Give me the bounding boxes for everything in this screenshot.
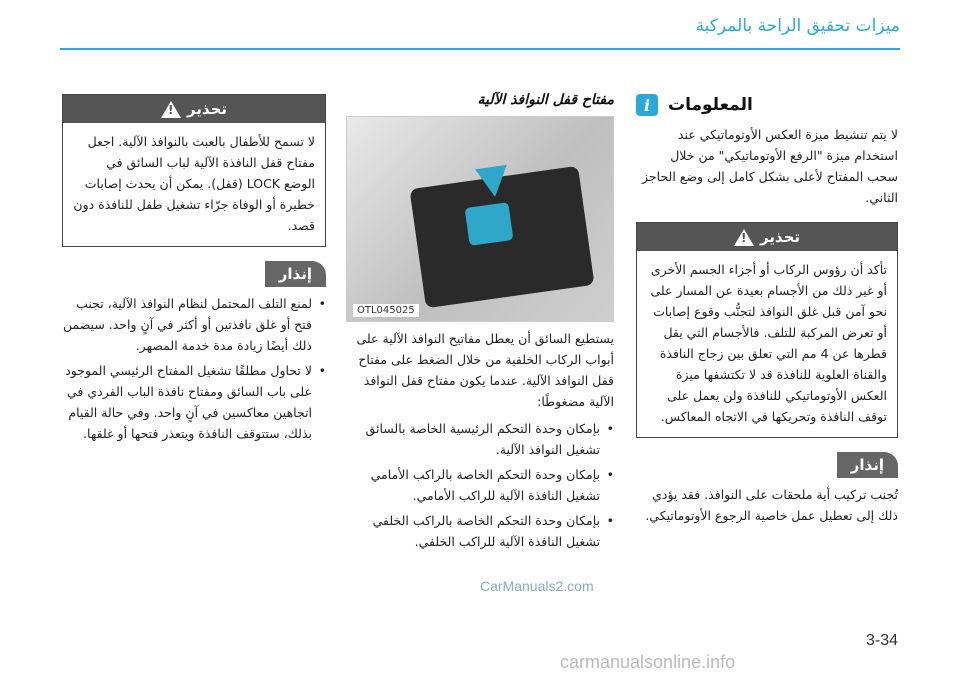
bullet-list [62,293,326,444]
info-heading [636,92,898,118]
info-text: لا يتم تنشيط ميزة العكس الأوتوماتيكي عند استخدام ميزة "الرفع الأوتوماتيكي" من خلال سحب المفتاح لأعلى بشكل كامل إلى وضع الحاجز الثاني. [642,127,898,205]
lock-switch [465,202,514,246]
warning-triangle-icon [734,229,754,246]
header-divider [60,48,900,50]
list-item: • بإمكان وحدة التحكم الخاصة بالراكب الأمامي تشغيل النافذة الآلية للراكب الأمامي. [346,464,614,506]
warning-title: تحذير [759,228,801,246]
caution-heading [62,261,326,287]
window-lock-switch-photo [346,116,614,322]
warning-text: تأكد أن رؤوس الركاب أو أجزاء الجسم الأخرى أو غير ذلك من الأجسام بعيدة عن المسار على نحو آمن قبل غلق النوافذ لتجنُّب وقوع إصابات أو تعرض المركبة للتلف. فالأجسام التي يقل قطرها عن 4 مم التي تعلق بين زجاج النافذة والقناة العلوية للنافذة قد لا تكتشفها ميزة العكس الأوتوماتيكي للنافذة ولن يعمل على توقف النافذة وتحريكها في الاتجاه المعاكس. [650,262,887,424]
right-column [636,92,898,526]
warning-header [63,95,325,123]
list-item: • لا تحاول مطلقًا تشغيل المفتاح الرئيسي الموجود على باب السائق ومفتاح نافذة الباب الفردي في اتجاهين معاكسين في آنٍ واحد. وفي حالة القيام بذلك، ستتوقف النافذة ويتعذر فتحها أو غلقها. [62,360,326,444]
warning-box [636,222,898,438]
watermark: CarManuals2.com [480,578,594,594]
site-mark: carmanualsonline.info [560,652,736,672]
info-icon: i [636,94,658,116]
caution-text: تُجنب تركيب أية ملحقات على النوافذ. فقد يؤدي ذلك إلى تعطيل عمل خاصية الرجوع الأوتوماتيكي. [645,487,898,523]
warning-header [637,223,897,251]
warning-box [62,94,326,247]
page-number: 3-34 [866,632,899,649]
caution-title: إنذار [837,452,898,478]
intro-text: يستطيع السائق أن يعطل مفاتيح النوافذ الآلية على أبواب الركاب الخلفية من خلال الضغط على مفتاح قفل النوافذ الآلية. عندما يكون مفتاح قفل النوافذ الآلية مضغوطًا: [356,331,614,409]
caution-title: إنذار [265,261,326,287]
list-item: • لمنع التلف المحتمل لنظام النوافذ الآلية، تجنب فتح أو غلق نافذتين أو أكثر في آنٍ واحد. سيضمن ذلك أيضًا زيادة مدة خدمة المصهر. [62,293,326,356]
page-header-title: ميزات تحقيق الراحة بالمركبة [695,16,900,36]
section-title: مفتاح قفل النوافذ الآلية [477,92,614,108]
arrow-icon [475,165,511,199]
left-column [62,94,326,448]
warning-triangle-icon [161,101,181,118]
warning-text: لا تسمح للأطفال بالعبث بالنوافذ الآلية. اجعل مفتاح قفل النافذة الآلية لباب السائق في الوضع LOCK (قفل). يمكن أن يحدث إصابات خطيرة أو الوفاة جرّاء تشغيل طفل للنافذة دون قصد. [73,134,315,233]
photo-code: OTL045025 [353,304,419,317]
warning-title: تحذير [186,100,228,118]
list-item: • بإمكان وحدة التحكم الخاصة بالراكب الخلفي تشغيل النافذة الآلية للراكب الخلفي. [346,510,614,552]
bullet-list [346,418,614,552]
list-item: • بإمكان وحدة التحكم الرئيسية الخاصة بالسائق تشغيل النوافذ الآلية. [346,418,614,460]
caution-heading [636,452,898,478]
info-title: المعلومات [668,95,753,115]
middle-column [346,92,614,556]
